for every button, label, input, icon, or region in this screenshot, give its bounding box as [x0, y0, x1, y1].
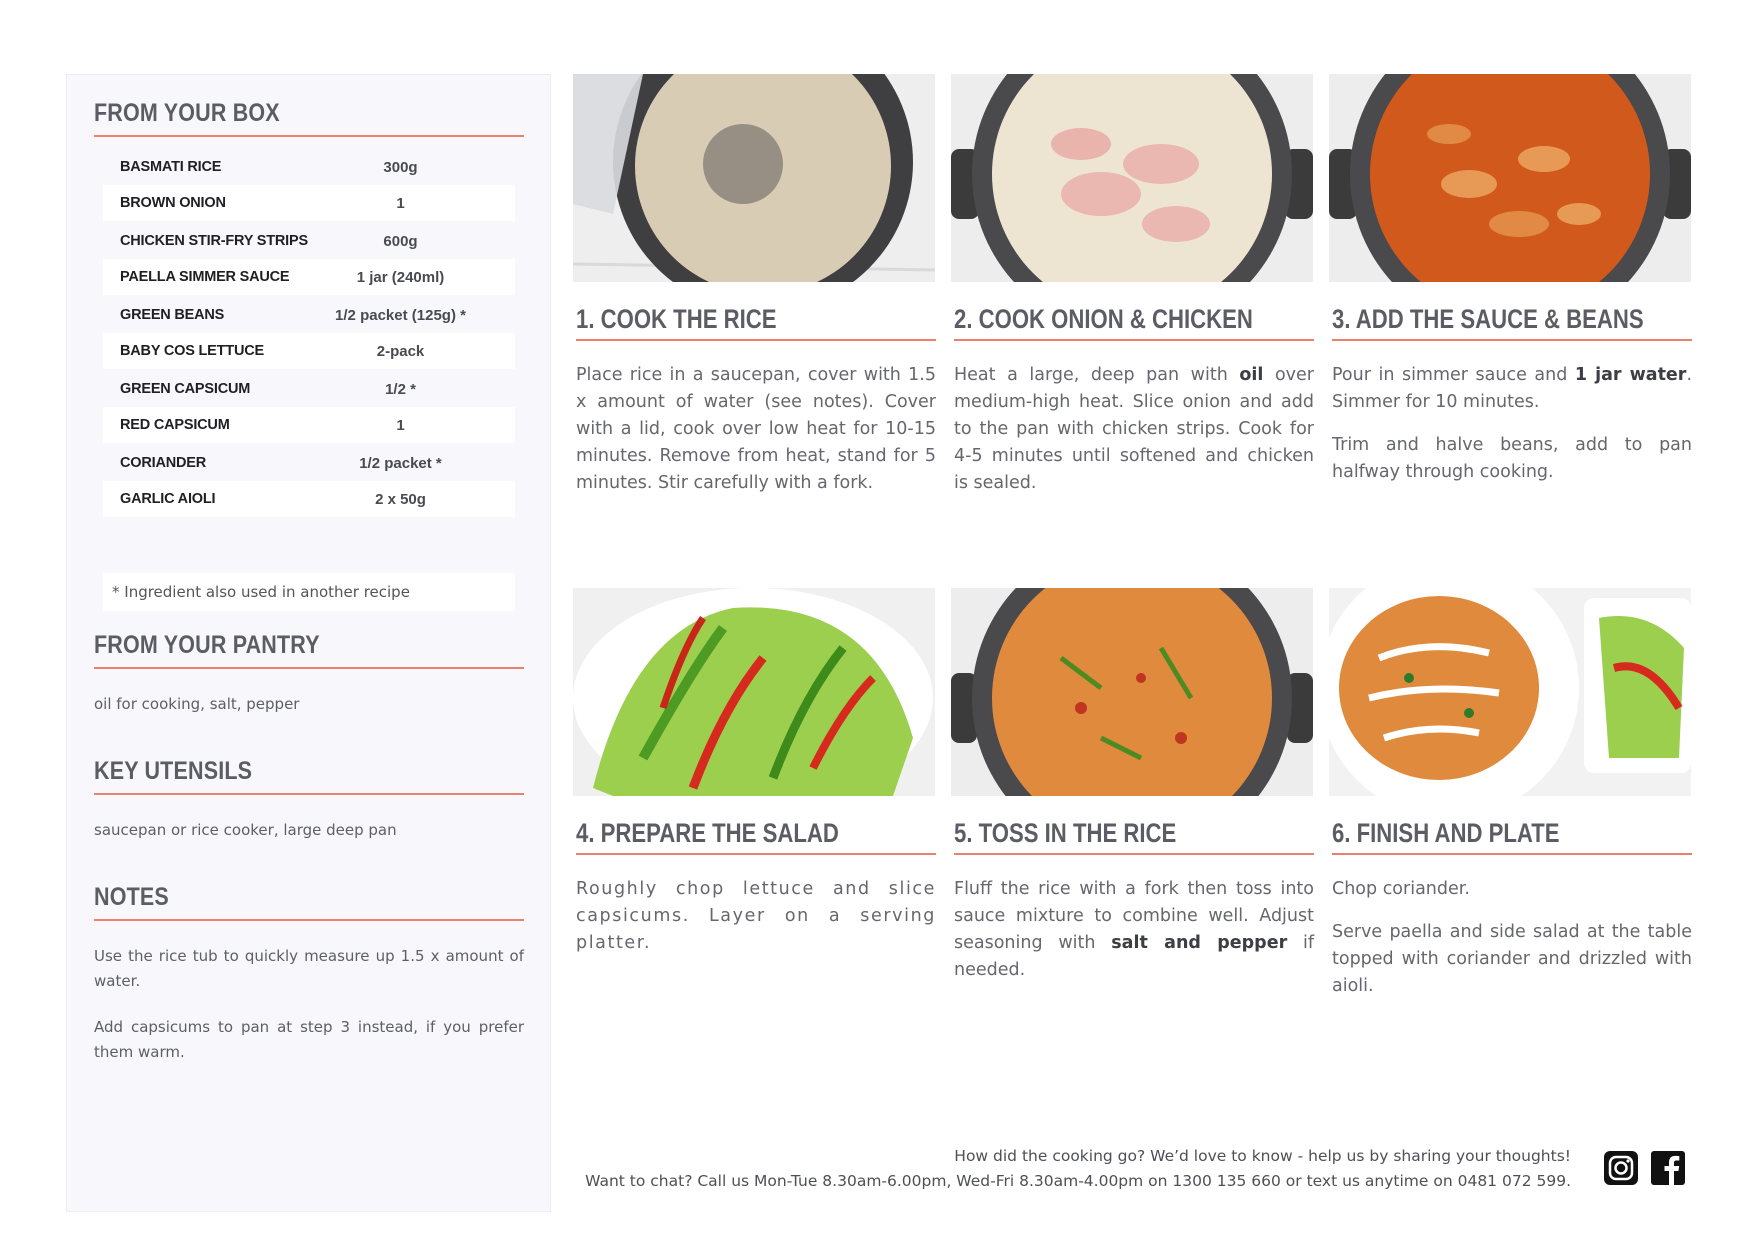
ingredient-name: GARLIC AIOLI	[120, 491, 216, 507]
ingredient-name: CORIANDER	[120, 455, 207, 471]
ingredient-name: BABY COS LETTUCE	[120, 343, 264, 359]
instruction-text: Serve paella and side salad at the table topped with coriander and drizzled with aioli.	[1332, 922, 1692, 996]
heading-underline	[94, 667, 524, 669]
step-instructions	[954, 362, 1314, 513]
step-instructions	[954, 876, 1314, 1000]
feedback-line: How did the cooking go? We’d love to know - help us by sharing your thoughts!	[954, 1147, 1571, 1165]
plated-paella-with-salad-photo	[1329, 588, 1691, 796]
feedback-footer	[585, 1144, 1571, 1194]
key-utensils-heading: KEY UTENSILS	[94, 757, 253, 785]
instruction-paragraph	[1332, 432, 1692, 486]
instagram-icon[interactable]	[1603, 1150, 1639, 1186]
note-item: Use the rice tub to quickly measure up 1.5 x amount of water.	[94, 947, 524, 990]
instruction-text: Heat a large, deep pan with	[954, 365, 1240, 385]
instruction-text: Trim and halve beans, add to pan halfway through cooking.	[1332, 435, 1692, 482]
instruction-text: Pour in simmer sauce and	[1332, 365, 1575, 385]
instruction-text: Chop coriander.	[1332, 879, 1470, 899]
heading-underline	[1332, 853, 1692, 855]
instruction-text: Roughly chop lettuce and slice capsicums. Layer on a serving platter.	[576, 879, 936, 953]
ingredient-footnote: * Ingredient also used in another recipe	[103, 573, 515, 611]
ingredient-row	[103, 407, 515, 443]
ingredients-table	[103, 149, 515, 517]
heading-underline	[94, 793, 524, 795]
ingredient-row	[103, 297, 515, 333]
heading-underline	[94, 919, 524, 921]
paella-rice-in-pan-photo	[951, 588, 1313, 796]
ingredient-qty: 300g	[383, 158, 418, 176]
step-title: 1. COOK THE RICE	[576, 304, 777, 334]
ingredient-qty: 2-pack	[376, 342, 425, 360]
ingredient-name: BASMATI RICE	[120, 159, 222, 175]
pantry-text: oil for cooking, salt, pepper	[94, 695, 300, 713]
rice-in-saucepan-photo	[573, 74, 935, 282]
heading-underline	[954, 853, 1314, 855]
instruction-paragraph	[1332, 919, 1692, 1000]
ingredient-name: BROWN ONION	[120, 195, 226, 211]
step-instructions	[1332, 362, 1692, 502]
step-instructions	[1332, 876, 1692, 1016]
ingredient-name: PAELLA SIMMER SAUCE	[120, 269, 290, 285]
instruction-paragraph	[954, 362, 1314, 497]
ingredient-qty: 1	[396, 194, 405, 212]
ingredient-qty: 1/2 packet (125g) *	[335, 306, 466, 324]
instruction-text: if needed.	[954, 933, 1314, 980]
instruction-text: Fluff the rice with a fork then toss into sauce mixture to combine well. Adjust seasoning with	[954, 879, 1314, 953]
heading-underline	[1332, 339, 1692, 341]
step-title: 6. FINISH AND PLATE	[1332, 818, 1560, 848]
ingredient-row	[103, 149, 515, 185]
ingredient-row	[103, 445, 515, 481]
emphasized-text: 1 jar water	[1574, 365, 1687, 385]
ingredient-name: GREEN BEANS	[120, 307, 225, 323]
heading-underline	[94, 135, 524, 137]
instruction-text: Place rice in a saucepan, cover with 1.5 x amount of water (see notes). Cover with a lid, cook over low heat for 10-15 minutes. Remove from heat, stand for 5 minutes. Stir carefully with a fork.	[576, 365, 936, 493]
ingredient-qty: 1/2 *	[385, 380, 416, 398]
step-title: 4. PREPARE THE SALAD	[576, 818, 839, 848]
facebook-icon[interactable]	[1650, 1150, 1686, 1186]
ingredients-sidebar	[66, 74, 551, 1212]
step-title: 3. ADD THE SAUCE & BEANS	[1332, 304, 1644, 334]
note-item: Add capsicums to pan at step 3 instead, if you prefer them warm.	[94, 1018, 524, 1061]
instruction-text: . Simmer for 10 minutes.	[1332, 365, 1693, 412]
ingredient-row	[103, 481, 515, 517]
ingredient-row	[103, 185, 515, 221]
chicken-in-paella-sauce-photo	[1329, 74, 1691, 282]
from-your-pantry-heading: FROM YOUR PANTRY	[94, 631, 320, 659]
ingredient-qty: 1 jar (240ml)	[356, 268, 445, 286]
heading-underline	[576, 853, 936, 855]
utensils-text: saucepan or rice cooker, large deep pan	[94, 821, 397, 839]
instruction-paragraph	[576, 362, 936, 497]
ingredient-qty: 600g	[383, 232, 418, 250]
ingredient-row	[103, 223, 515, 259]
ingredient-row	[103, 371, 515, 407]
ingredient-row	[103, 333, 515, 369]
lettuce-and-capsicum-salad-photo	[573, 588, 935, 796]
heading-underline	[576, 339, 936, 341]
ingredient-row	[103, 259, 515, 295]
ingredient-qty: 1/2 packet *	[359, 454, 442, 472]
ingredient-qty: 1	[396, 416, 405, 434]
ingredient-name: CHICKEN STIR-FRY STRIPS	[120, 233, 308, 249]
contact-line: Want to chat? Call us Mon-Tue 8.30am-6.00pm, Wed-Fri 8.30am-4.00pm on 1300 135 660 or text us anytime on 0481 072 599.	[585, 1172, 1571, 1190]
ingredient-name: GREEN CAPSICUM	[120, 381, 251, 397]
emphasized-text: salt and pepper	[1111, 933, 1288, 953]
onion-and-chicken-in-pan-photo	[951, 74, 1313, 282]
emphasized-text: oil	[1239, 365, 1264, 385]
notes-heading: NOTES	[94, 883, 169, 911]
instruction-text: over medium-high heat. Slice onion and add to the pan with chicken strips. Cook for 4-5 minutes until softened and chicken is sealed.	[954, 365, 1315, 493]
step-title: 2. COOK ONION & CHICKEN	[954, 304, 1253, 334]
ingredient-name: RED CAPSICUM	[120, 417, 230, 433]
from-your-box-heading: FROM YOUR BOX	[94, 99, 280, 127]
instruction-paragraph	[954, 876, 1314, 984]
instruction-paragraph	[1332, 362, 1692, 416]
instruction-paragraph	[1332, 876, 1692, 903]
ingredient-qty: 2 x 50g	[375, 490, 426, 508]
step-title: 5. TOSS IN THE RICE	[954, 818, 1177, 848]
step-instructions	[576, 876, 936, 973]
step-instructions	[576, 362, 936, 513]
instruction-paragraph	[576, 876, 936, 957]
heading-underline	[954, 339, 1314, 341]
